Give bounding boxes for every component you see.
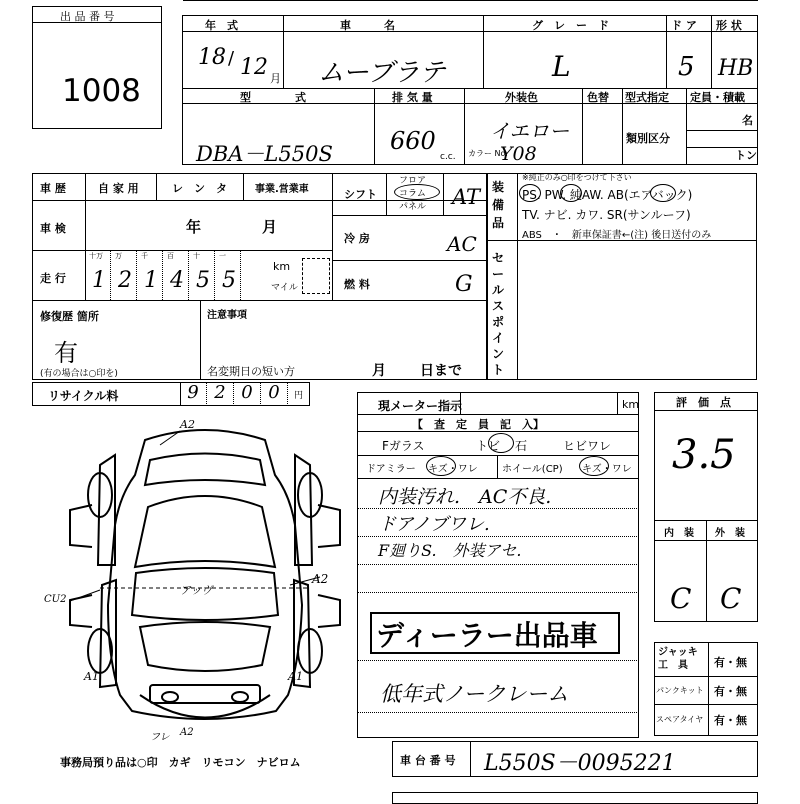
no-claim-note: 低年式ノークレーム: [380, 682, 569, 706]
lot-number-box: [32, 6, 162, 129]
bottom-strip: [392, 792, 758, 804]
recycle-label: リサイクル料: [48, 389, 119, 403]
chassis-value: L550S－0095221: [484, 751, 676, 776]
mileage-unit-0: 十万: [89, 252, 103, 260]
mileage-digit-value-2: 1: [144, 268, 158, 293]
grade-label: 評 価 点: [676, 396, 731, 409]
capacity-label: 定員・積載: [690, 91, 745, 104]
shape-value: HB: [718, 56, 754, 81]
mileage-label: 走 行: [40, 272, 66, 285]
wheel-options[interactable]: キズ・ワレ: [582, 464, 632, 475]
history-label: 車 歴: [40, 182, 66, 195]
equipment-note: ※純正のみ○印をつけて下さい: [522, 173, 632, 182]
month-unit: 月: [270, 72, 281, 85]
month-value: 12: [240, 55, 268, 80]
exterior-color-label: 外装色: [505, 91, 538, 104]
history-private[interactable]: 自 家 用: [98, 182, 139, 195]
mileage-digit-1: [111, 250, 137, 300]
mileage-digit-2: [137, 250, 163, 300]
fuel-value: G: [455, 272, 473, 297]
year-value: 18: [198, 45, 226, 70]
inspector-heading: 【 査 定 員 記 入】: [412, 418, 544, 431]
name-change-month: 月: [372, 363, 386, 379]
model-value: DBA－L550S: [196, 142, 333, 166]
history-business[interactable]: 事業.営業車: [255, 184, 309, 195]
type-designation-label: 型式指定: [625, 91, 669, 104]
grade-label: グ レ ー ド: [532, 19, 609, 32]
mileage-digit-4: [189, 250, 215, 300]
repair-history-value: 有: [54, 339, 78, 367]
glass-chip[interactable]: トビ: [476, 439, 501, 453]
mileage-unit-1: 万: [115, 252, 122, 260]
color-no-value: Y08: [500, 143, 537, 165]
grade-value: L: [552, 50, 571, 83]
mirror-label: ドアミラー: [366, 464, 416, 475]
shift-panel[interactable]: パネル: [399, 202, 427, 212]
equipment-line-1[interactable]: PS. PW. 純AW. AB(エアバック): [522, 188, 693, 202]
wheel-label: ホイール(CP): [502, 464, 563, 475]
displacement-value: 660: [390, 127, 436, 155]
equipment-label: 装備品: [492, 180, 505, 230]
top-edge: [183, 0, 758, 1]
tool-jack-label: ジャッキ 工 具: [658, 647, 698, 671]
interior-grade: C: [670, 582, 692, 615]
mileage-digit-value-3: 4: [170, 268, 184, 293]
shift-value: AT: [452, 185, 481, 209]
lot-number: 1008: [62, 73, 141, 109]
exterior-label: 外 装: [715, 528, 745, 539]
mileage-unit-3: 百: [167, 252, 174, 260]
mileage-unit-4: 十: [193, 252, 200, 260]
recycle-digit-1: 2: [207, 382, 234, 406]
diagram-footer: 事務局預り品は○印 カギ リモコン ナビロム: [60, 756, 301, 769]
mileage-digit-value-1: 2: [118, 268, 132, 293]
interior-label: 内 装: [664, 528, 694, 539]
mileage-digit-3: [163, 250, 189, 300]
shift-circle: [394, 184, 440, 200]
recycle-digits: [180, 382, 290, 406]
note-line-2: ドアノブワレ.: [378, 514, 490, 535]
damage-mark-left: CU2: [44, 594, 67, 605]
note-line-1: 内装汚れ. AC不良.: [378, 486, 552, 508]
ac-label: 冷 房: [344, 232, 370, 245]
doors-label: ド ア: [671, 19, 697, 32]
model-label: 型 式: [240, 91, 306, 104]
meter-label: 現メーター指示: [378, 399, 463, 413]
damage-mark-bottom-b: A2: [180, 727, 194, 738]
damage-mark-rear-left: A1: [84, 670, 99, 683]
shift-label: シフト: [344, 188, 377, 201]
sales-point-label: セールスポイント: [492, 251, 505, 377]
tool-spare-label: スペアタイヤ: [656, 715, 704, 724]
mileage-unit-2: 千: [141, 252, 148, 260]
category-label: 類別区分: [626, 132, 670, 145]
mirror-options[interactable]: キズ・ワレ: [428, 464, 478, 475]
capacity-ton-unit: トン: [735, 149, 757, 162]
equipment-box: [487, 173, 757, 380]
overall-grade: 3.5: [672, 432, 736, 478]
glass-crack[interactable]: ヒビワレ: [563, 439, 612, 453]
mile-unit: マイル: [271, 283, 298, 293]
tool-spare-options[interactable]: 有・無: [714, 714, 747, 727]
year-label: 年 式: [205, 19, 238, 32]
exterior-grade: C: [720, 582, 742, 615]
recycle-digit-0: 9: [180, 382, 207, 406]
shift-column[interactable]: コラム: [399, 189, 426, 199]
doors-value: 5: [678, 52, 695, 82]
inspection-month: 月: [262, 218, 278, 236]
mileage-digit-0: [85, 250, 111, 300]
capacity-name-unit: 名: [742, 114, 753, 127]
repair-history-note: (有の場合は○印を): [40, 369, 118, 379]
fuel-label: 燃 料: [344, 278, 370, 291]
damage-mark-top: A2: [180, 418, 195, 431]
mileage-digit-5: [215, 250, 241, 300]
car-name-value: ムーブラテ: [318, 58, 446, 88]
inspection-year: 年: [186, 218, 202, 236]
name-change-label: 名変期日の短い方: [207, 365, 295, 378]
damage-mark-center: アッヴ: [180, 584, 213, 597]
tool-puncture-options[interactable]: 有・無: [714, 685, 747, 698]
recycle-digit-3: 0: [261, 382, 288, 406]
glass-stone[interactable]: 石: [515, 439, 528, 453]
ac-value: AC: [447, 232, 477, 256]
repair-history-label: 修復歴 箇所: [40, 310, 99, 323]
glass-label: Fガラス: [382, 439, 425, 453]
tool-jack-options[interactable]: 有・無: [714, 656, 747, 669]
tool-puncture-label: パンクキット: [656, 686, 704, 695]
name-change-day: 日まで: [420, 363, 462, 379]
mileage-unit-5: 一: [219, 252, 226, 260]
shape-label: 形 状: [716, 19, 742, 32]
lot-number-label: 出 品 番 号: [60, 10, 115, 23]
damage-mark-bottom-a: フレ: [150, 732, 170, 743]
cc-unit: c.c.: [440, 152, 456, 162]
recycle-digit-2: 0: [234, 382, 261, 406]
shift-floor[interactable]: フロア: [399, 176, 427, 186]
history-rental[interactable]: レ ン タ: [172, 182, 227, 195]
mileage-check-box: [302, 258, 330, 294]
mileage-digit-value-5: 5: [222, 268, 236, 293]
equipment-line-3[interactable]: ABS ・ 新車保証書←(注) 後日送付のみ: [522, 230, 712, 241]
car-name-label: 車 名: [340, 19, 395, 32]
note-line-3: F廻りS. 外装アセ.: [378, 541, 522, 560]
dealer-stamp: ディーラー出品車: [376, 619, 598, 652]
recycle-unit: 円: [294, 391, 304, 401]
equipment-line-2[interactable]: TV. ナビ. カワ. SR(サンルーフ): [522, 208, 691, 222]
color-value: イエロー: [490, 119, 570, 143]
damage-mark-right: A2: [312, 572, 329, 586]
caution-label: 注意事項: [207, 310, 247, 321]
damage-mark-rear-right: A1: [288, 670, 303, 683]
mileage-digits: [85, 250, 245, 300]
chassis-label: 車 台 番 号: [400, 754, 456, 767]
color-no-label: カラー No.: [468, 149, 508, 158]
mileage-digit-value-0: 1: [92, 268, 106, 293]
meter-km-unit: km: [622, 398, 640, 411]
color-change-label: 色替: [587, 91, 609, 104]
km-unit: km: [273, 260, 291, 273]
inspection-label: 車 検: [40, 222, 66, 235]
displacement-label: 排 気 量: [392, 91, 433, 104]
mileage-digit-value-4: 5: [196, 268, 210, 293]
